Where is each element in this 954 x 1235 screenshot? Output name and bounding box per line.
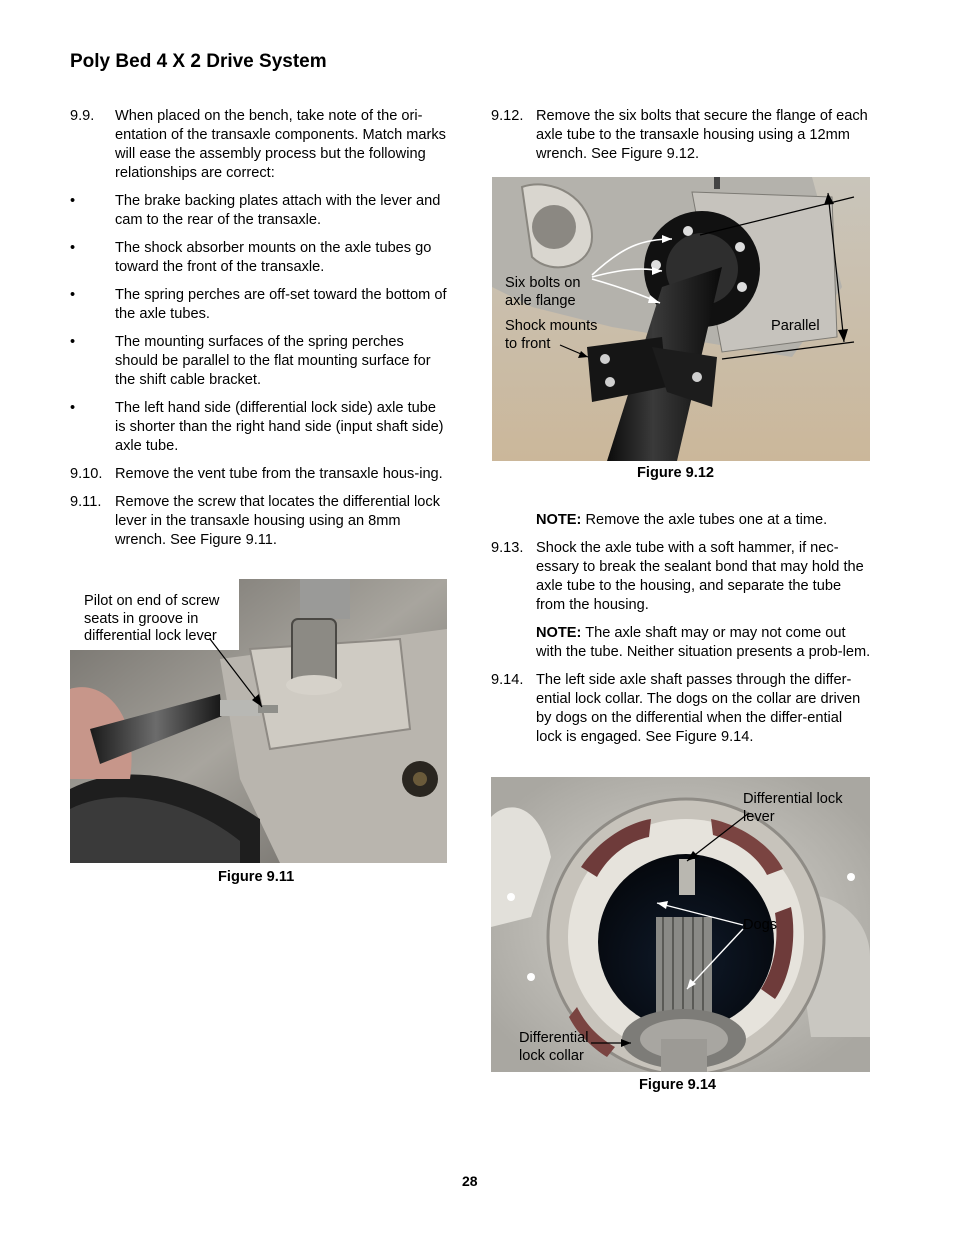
item-text: The left side axle shaft passes through the differ-ential lock collar. The dogs on the collar are driven by dogs on the differential when the differ-ential lock is engaged. See Figure 9.14. bbox=[536, 672, 861, 745]
figure-caption: Figure 9.11 bbox=[218, 869, 295, 885]
item-text: Shock the axle tube with a soft hammer, if nec-essary to break the sealant bond that may hold the axle tube to the housing, and separate the tube from the housing. bbox=[536, 540, 864, 613]
bullet: • bbox=[70, 334, 76, 350]
callout-label-differential-lock-collar bbox=[519, 1030, 589, 1065]
list-item bbox=[491, 107, 871, 164]
page-number: 28 bbox=[462, 1173, 478, 1189]
callout-line: seats in groove in bbox=[84, 610, 199, 627]
callout-label-dogs: Dogs bbox=[743, 917, 778, 933]
callout-line: differential lock lever bbox=[84, 628, 217, 644]
list-item bbox=[70, 399, 448, 456]
note bbox=[491, 624, 871, 662]
callout-line: Differential bbox=[519, 1030, 589, 1046]
leader-line bbox=[70, 579, 447, 863]
callout-label-parallel: Parallel bbox=[771, 318, 820, 334]
callout-label-shock-mounts bbox=[505, 318, 597, 353]
callout-line: lever bbox=[743, 808, 775, 825]
callout-line: Six bolts on bbox=[505, 275, 581, 291]
note-label: NOTE: bbox=[536, 625, 582, 641]
bullet: • bbox=[70, 240, 76, 256]
item-text: Remove the vent tube from the transaxle hous-ing. bbox=[115, 466, 443, 482]
list-item bbox=[70, 239, 448, 277]
item-text: The spring perches are off-set toward the bottom of the axle tubes. bbox=[115, 287, 447, 322]
list-item bbox=[491, 539, 871, 615]
list-item bbox=[70, 333, 448, 390]
note-text: The axle shaft may or may not come out with the tube. Neither situation presents a prob-lem. bbox=[536, 625, 871, 660]
figure-caption: Figure 9.12 bbox=[637, 465, 715, 481]
item-number: 9.14. bbox=[491, 672, 524, 688]
item-text: The left hand side (differential lock side) axle tube is shorter than the right hand side (input shaft side) axle tube. bbox=[115, 400, 444, 454]
list-item bbox=[70, 465, 448, 484]
callout-line: to front bbox=[505, 335, 551, 352]
callout-label-six-bolts bbox=[505, 275, 580, 310]
item-number: 9.11. bbox=[70, 494, 102, 510]
page-title: Poly Bed 4 X 2 Drive System bbox=[70, 51, 327, 72]
note-label: NOTE: bbox=[536, 512, 582, 528]
item-text: When placed on the bench, take note of the ori-entation of the transaxle components. Match marks will ease the assembly process but the following relationships are correct: bbox=[115, 108, 446, 181]
list-item bbox=[70, 286, 448, 324]
callout-line: Pilot on end of screw bbox=[84, 593, 220, 609]
item-number: 9.13. bbox=[491, 540, 524, 556]
item-text: The shock absorber mounts on the axle tubes go toward the front of the transaxle. bbox=[115, 240, 432, 275]
note bbox=[491, 511, 871, 530]
figure-9-11-photo bbox=[70, 579, 447, 863]
item-number: 9.10. bbox=[70, 466, 103, 482]
left-column bbox=[70, 107, 448, 559]
item-number: 9.12. bbox=[491, 108, 524, 124]
callout-line: Shock mounts bbox=[505, 318, 598, 334]
list-item bbox=[70, 107, 448, 183]
list-item bbox=[491, 671, 871, 747]
callout-label-differential-lock-lever bbox=[743, 791, 843, 826]
bullet: • bbox=[70, 287, 76, 303]
bullet: • bbox=[70, 193, 76, 209]
right-column-top bbox=[491, 107, 871, 173]
figure-9-12-photo bbox=[492, 177, 870, 461]
bullet: • bbox=[70, 400, 76, 416]
right-column-bottom bbox=[491, 511, 871, 756]
list-item bbox=[70, 192, 448, 230]
item-text: The mounting surfaces of the spring perches should be parallel to the flat mounting surface for the shift cable bracket. bbox=[115, 334, 431, 388]
item-number: 9.9. bbox=[70, 108, 95, 124]
figure-caption: Figure 9.14 bbox=[639, 1077, 717, 1093]
item-text: Remove the screw that locates the differential lock lever in the transaxle housing using an 8mm wrench. See Figure 9.11. bbox=[115, 494, 441, 548]
item-text: The brake backing plates attach with the lever and cam to the rear of the transaxle. bbox=[115, 193, 441, 228]
callout-line: lock collar bbox=[519, 1047, 584, 1064]
callout-line: axle flange bbox=[505, 292, 576, 309]
note-text: Remove the axle tubes one at a time. bbox=[581, 512, 828, 528]
item-text: Remove the six bolts that secure the flange of each axle tube to the transaxle housing using a 12mm wrench. See Figure 9.12. bbox=[536, 108, 868, 162]
figure-9-14-photo bbox=[491, 777, 870, 1072]
callout-line: Differential lock bbox=[743, 791, 843, 807]
list-item bbox=[70, 493, 448, 550]
